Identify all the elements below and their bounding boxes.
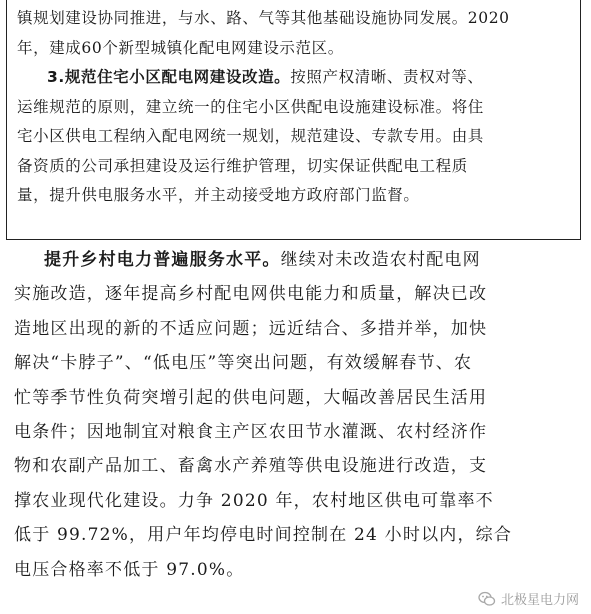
paragraph-line: 运维规范的原则，建立统一的住宅小区供配电设施建设标准。将住	[17, 97, 484, 116]
main-first-rest: 继续对未改造农村配电网	[280, 250, 481, 270]
boxed-section	[6, 0, 581, 240]
paragraph-line: 物和农副产品加工、畜禽水产养殖等供电设施进行改造，支	[14, 456, 488, 477]
wechat-icon	[478, 591, 496, 607]
paragraph-line: 量，提升供电服务水平，并主动接受地方政府部门监督。	[17, 186, 420, 204]
paragraph-line: 忙等季节性负荷突增引起的供电问题，大幅改善居民生活用	[14, 387, 488, 408]
item3-first-rest: 按照产权清晰、责权对等、	[290, 68, 484, 86]
paragraph-line: 撑农业现代化建设。力争 2020 年，农村地区供电可靠率不	[14, 490, 494, 511]
item3-heading: 3.规范住宅小区配电网建设改造。	[47, 68, 291, 86]
main-first-line	[14, 243, 584, 277]
paragraph-line: 备资质的公司承担建设及运行维护管理，切实保证供配电工程质	[17, 156, 468, 175]
main-heading: 提升乡村电力普遍服务水平。	[44, 250, 281, 270]
paragraph-line: 镇规划建设协同推进，与水、路、气等其他基础设施协同发展。2020	[17, 9, 510, 27]
paragraph-line: 解决“卡脖子”、“低电压”等突出问题，有效缓解春节、农	[14, 353, 473, 374]
paragraph-line: 宅小区供电工程纳入配电网统一规划，规范建设、专款专用。由具	[17, 127, 484, 145]
main-section	[14, 243, 584, 587]
paragraph-line: 电条件；因地制宜对粮食主产区农田节水灌溉、农村经济作	[14, 422, 488, 443]
watermark-text: 北极星电力网	[500, 593, 579, 608]
item3-first-line	[17, 63, 570, 93]
paragraph-line: 实施改造，逐年提高乡村配电网供电能力和质量，解决已改	[14, 284, 488, 305]
paragraph-line: 造地区出现的新的不适应问题；远近结合、多措并举，加快	[14, 318, 488, 339]
paragraph-line: 电压合格率不低于 97.0%。	[14, 559, 245, 580]
watermark	[478, 589, 579, 608]
paragraph-line: 年，建成60个新型城镇化配电网建设示范区。	[17, 38, 344, 57]
paragraph-line: 低于 99.72%，用户年均停电时间控制在 24 小时以内，综合	[14, 525, 513, 546]
